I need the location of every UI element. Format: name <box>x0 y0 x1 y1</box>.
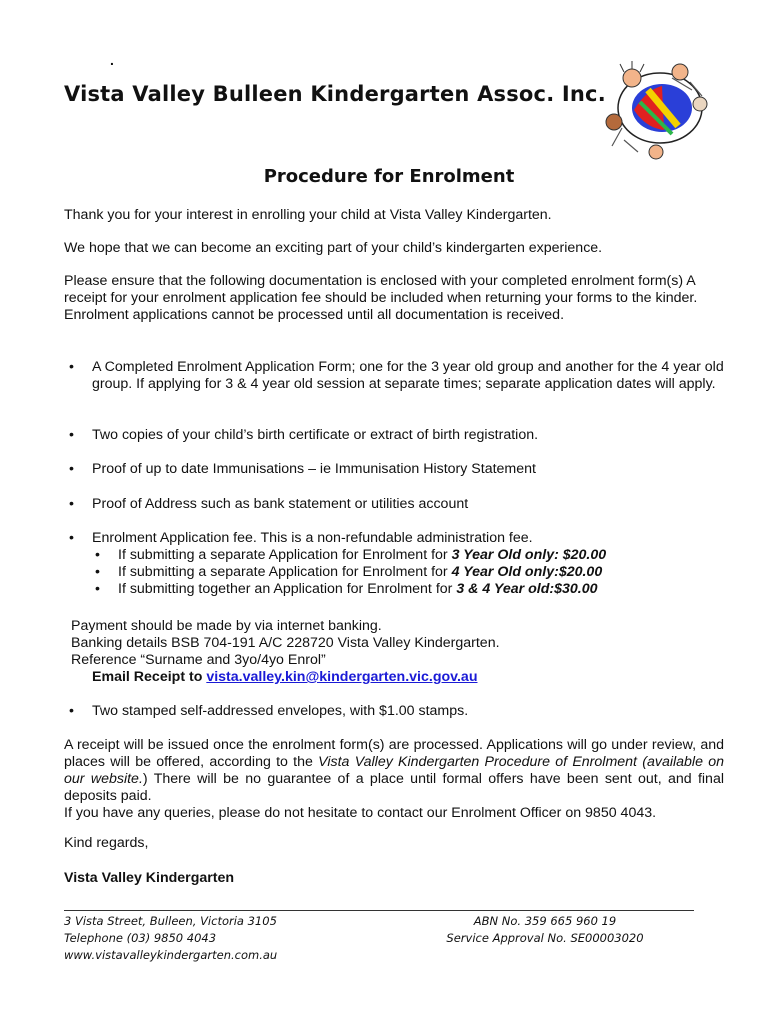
bullet-icon: • <box>69 703 74 719</box>
bullet-icon: • <box>69 496 74 512</box>
bullet-list <box>64 496 724 513</box>
signoff: Vista Valley Kindergarten <box>64 870 235 886</box>
intro-paragraph-3: Please ensure that the following documentation is enclosed with your completed enrolment form(s) A receipt for your enrolment application fee should be included when returning your forms to the kinder. Enrolment applications cannot be processed until all documentation is received. <box>64 273 698 323</box>
bullet-text: Enrolment Application fee. This is a non-refundable administration fee. <box>92 530 533 546</box>
bullet-list <box>64 427 724 444</box>
footer-divider <box>64 910 694 911</box>
footer-address: 3 Vista Street, Bulleen, Victoria 3105 <box>64 914 277 928</box>
bullet-icon: • <box>95 581 100 597</box>
list-item <box>64 427 724 444</box>
email-receipt-line <box>71 669 500 686</box>
footer-service-approval: Service Approval No. SE00003020 <box>446 931 644 945</box>
footer-contact <box>64 913 277 964</box>
bullet-text: Proof of up to date Immunisations – ie Immunisation History Statement <box>92 461 536 477</box>
closing-paragraph <box>64 737 724 822</box>
list-item <box>64 496 724 513</box>
fee-amount: 4 Year Old only:$20.00 <box>451 564 603 580</box>
fee-text: If submitting a separate Application for Enrolment for <box>118 547 452 563</box>
fee-text: If submitting together an Application for Enrolment for <box>118 581 457 597</box>
payment-line-1: Payment should be made by via internet banking. <box>71 618 382 634</box>
footer-registration <box>420 913 670 947</box>
bullet-icon: • <box>69 427 74 443</box>
fee-amount: 3 & 4 Year old:$30.00 <box>456 581 598 597</box>
email-label: Email Receipt to <box>92 669 207 685</box>
bullet-text: Two copies of your child’s birth certificate or extract of birth registration. <box>92 427 539 443</box>
bullet-icon: • <box>69 359 74 375</box>
header-dot: . <box>110 52 114 68</box>
children-circle-logo-icon <box>602 60 710 162</box>
bullet-text: Proof of Address such as bank statement or utilities account <box>92 496 469 512</box>
bullet-text: Two stamped self-addressed envelopes, with $1.00 stamps. <box>92 703 469 719</box>
bullet-text: A Completed Enrolment Application Form; one for the 3 year old group and another for the 4 year old group. If applying for 3 & 4 year old session at separate times; separate application dates will apply. <box>92 359 724 392</box>
document-title: Procedure for Enrolment <box>263 166 515 187</box>
bullet-list <box>64 461 724 478</box>
fee-item <box>92 564 724 581</box>
payment-line-3: Reference “Surname and 3yo/4yo Enrol” <box>71 652 326 668</box>
bullet-icon: • <box>95 564 100 580</box>
intro-paragraph-1: Thank you for your interest in enrolling your child at Vista Valley Kindergarten. <box>64 207 552 223</box>
intro-paragraph-2: We hope that we can become an exciting part of your child’s kindergarten experience. <box>64 240 603 256</box>
list-item <box>64 461 724 478</box>
list-item <box>64 703 724 720</box>
bullet-icon: • <box>69 461 74 477</box>
closing-text: ) There will be no guarantee of a place until formal offers have been sent out, and final deposits paid. <box>64 771 724 804</box>
fee-item <box>92 581 724 598</box>
bullet-icon: • <box>95 547 100 563</box>
bullet-icon: • <box>69 530 74 546</box>
footer-telephone: Telephone (03) 9850 4043 <box>64 931 217 945</box>
procedure-reference: Vista Valley Kindergarten Procedure of Enrolment (available on our website. <box>64 754 724 787</box>
footer-website[interactable]: www.vistavalleykindergarten.com.au <box>64 948 278 962</box>
fee-sublist <box>92 547 724 598</box>
payment-details <box>71 618 500 686</box>
list-item <box>64 530 724 598</box>
bullet-list <box>64 703 724 720</box>
payment-line-2: Banking details BSB 704-191 A/C 228720 Vista Valley Kindergarten. <box>71 635 500 651</box>
fee-text: If submitting a separate Application for Enrolment for <box>118 564 452 580</box>
bullet-list <box>64 530 724 598</box>
bullet-list <box>64 359 724 393</box>
fee-amount: 3 Year Old only: $20.00 <box>451 547 607 563</box>
closing-text: A receipt will be issued once the enrolment form(s) are processed. Applications will go under review, and places will be offered, according to the <box>64 737 724 770</box>
organisation-title: Vista Valley Bulleen Kindergarten Assoc. Inc. <box>64 82 606 106</box>
contact-text: If you have any queries, please do not hesitate to contact our Enrolment Officer on 9850 4043. <box>64 805 657 821</box>
footer-abn: ABN No. 359 665 960 19 <box>473 914 617 928</box>
kind-regards: Kind regards, <box>64 835 149 851</box>
list-item <box>64 359 724 393</box>
fee-item <box>92 547 724 564</box>
email-link[interactable]: vista.valley.kin@kindergarten.vic.gov.au <box>206 669 478 685</box>
